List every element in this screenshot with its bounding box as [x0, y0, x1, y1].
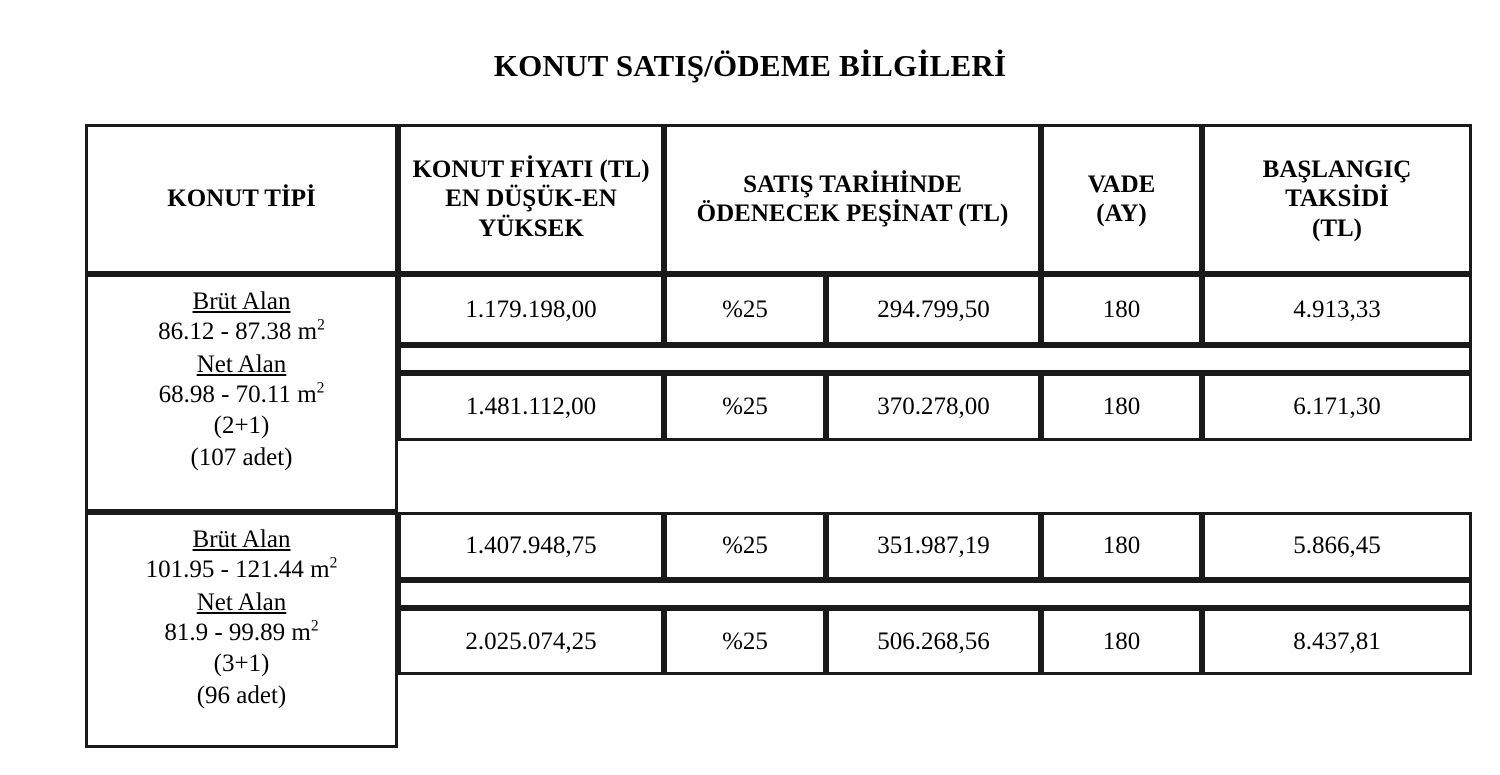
header-taksit-line3: (TL): [1312, 214, 1362, 242]
room-count-1: (2+1): [213, 412, 270, 439]
cell-down-payment-g1r1: 294.799,50: [826, 274, 1041, 345]
cell-down-payment-g2r1: 351.987,19: [826, 512, 1041, 580]
cell-down-payment-g1r2: 370.278,00: [826, 373, 1041, 441]
cell-down-payment-pct-g1r2: %25: [664, 373, 826, 441]
brut-alan-title-2: Brüt Alan: [192, 526, 291, 553]
housing-sales-payment-table: [85, 124, 1472, 748]
cell-installment-g1r1: 4.913,33: [1202, 274, 1472, 345]
header-pesinat-line2: ÖDENECEK PEŞİNAT (TL): [696, 200, 1009, 227]
table-row-type-cell-group-1: [85, 274, 398, 512]
brut-alan-title-1: Brüt Alan: [192, 288, 291, 315]
header-konut-fiyati-line1: KONUT FİYATI (TL): [412, 155, 650, 183]
cell-term-g2r1: 180: [1041, 512, 1202, 580]
brut-alan-value-1: 86.12 - 87.38 $m^2$: [158, 316, 325, 345]
brut-alan-value-2: 101.95 - 121.44 $m^2$: [145, 554, 338, 583]
row-spacer-group-1: [398, 345, 1472, 373]
header-pesinat: [664, 124, 1041, 274]
cell-price-g2r2: 2.025.074,25: [465, 627, 597, 655]
cell-installment-g1r2: 6.171,30: [1202, 373, 1472, 441]
net-alan-value-1: 68.98 - 70.11 $m^2$: [158, 379, 325, 408]
header-konut-tipi: [85, 124, 398, 274]
cell-price-g1r1: 1.179.198,00: [465, 295, 597, 323]
header-vade-line2: (AY): [1096, 200, 1147, 227]
header-vade-line1: VADE: [1087, 170, 1156, 198]
table-row: [398, 608, 664, 675]
unit-count-2: (96 adet): [196, 681, 287, 709]
page-title: KONUT SATIŞ/ÖDEME BİLGİLERİ: [493, 48, 1007, 83]
cell-down-payment-pct-g2r1: %25: [664, 512, 826, 580]
header-konut-fiyati: [398, 124, 664, 274]
cell-down-payment-pct-g1r1: %25: [664, 274, 826, 345]
cell-term-g2r2: 180: [1041, 608, 1202, 675]
header-pesinat-line1: SATIŞ TARİHİNDE: [743, 170, 962, 198]
header-taksit-line1: BAŞLANGIÇ: [1262, 155, 1412, 183]
cell-price-g1r2: 1.481.112,00: [465, 393, 597, 421]
cell-term-g1r1: 180: [1041, 274, 1202, 345]
header-konut-tipi-label: KONUT TİPİ: [167, 185, 316, 213]
unit-count-1: (107 adet): [190, 443, 293, 471]
cell-price-g2r1: 1.407.948,75: [465, 532, 597, 560]
header-vade: [1041, 124, 1202, 274]
table-row: [398, 373, 664, 441]
header-taksit-line2: TAKSİDİ: [1285, 185, 1389, 213]
header-konut-fiyati-line2: EN DÜŞÜK-EN: [445, 185, 617, 213]
cell-term-g1r2: 180: [1041, 373, 1202, 441]
header-konut-fiyati-line3: YÜKSEK: [478, 214, 584, 242]
net-alan-title-1: Net Alan: [196, 351, 287, 378]
table-row: [398, 512, 664, 580]
cell-down-payment-g2r2: 506.268,56: [826, 608, 1041, 675]
row-spacer-group-2: [398, 580, 1472, 608]
cell-installment-g2r2: 8.437,81: [1202, 608, 1472, 675]
cell-down-payment-pct-g2r2: %25: [664, 608, 826, 675]
net-alan-title-2: Net Alan: [196, 589, 287, 616]
room-count-2: (3+1): [213, 650, 270, 677]
table-row: [398, 274, 664, 345]
net-alan-value-2: 81.9 - 99.89 $m^2$: [164, 617, 319, 646]
table-row-type-cell-group-2: [85, 512, 398, 748]
header-baslangic-taksidi: [1202, 124, 1472, 274]
cell-installment-g2r1: 5.866,45: [1202, 512, 1472, 580]
